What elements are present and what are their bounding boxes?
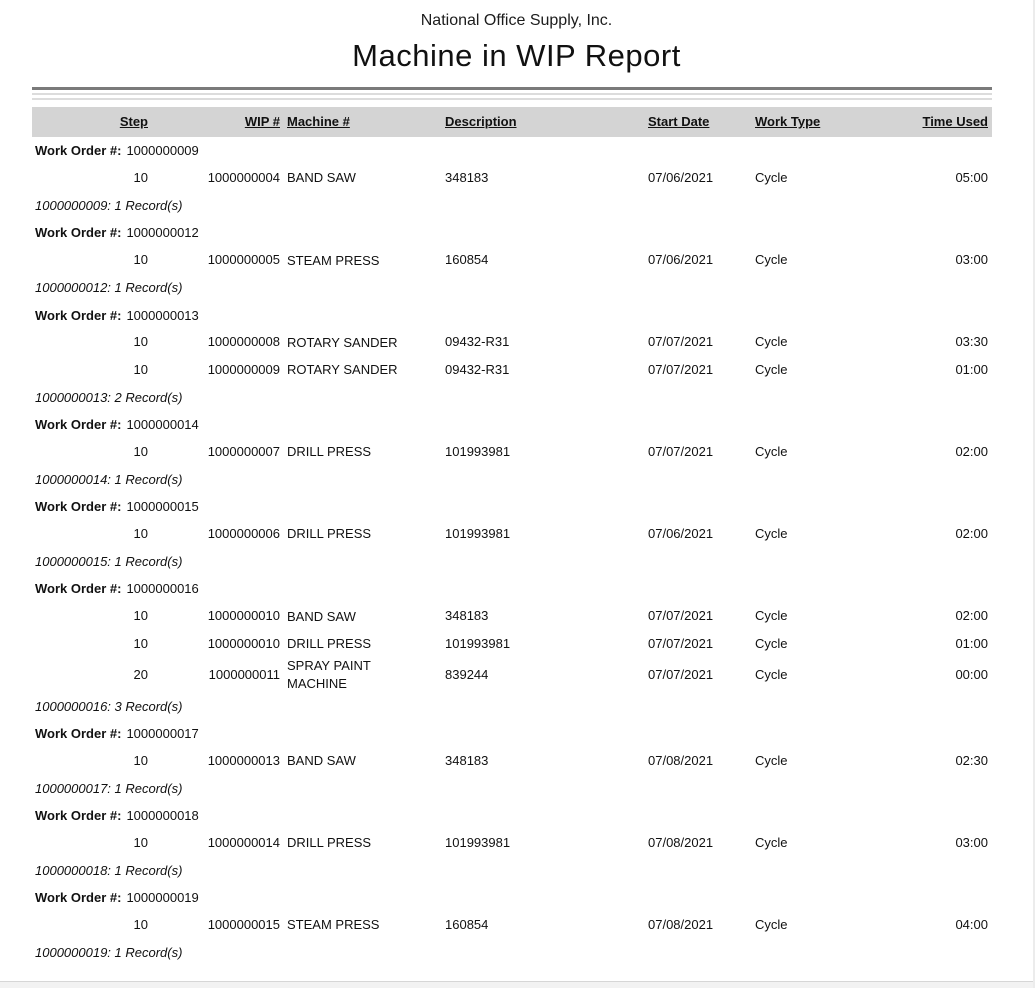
machine-name-text: DRILL PRESS: [287, 835, 372, 851]
cell-step: 10: [133, 917, 148, 933]
cell-description: 101993981: [445, 526, 511, 542]
work-order-label: Work Order #:: [35, 808, 122, 824]
cell-work-type: Cycle: [755, 443, 788, 459]
work-order-label: Work Order #:: [35, 417, 122, 433]
table-row: [32, 164, 992, 191]
cell-description: 09432-R31: [445, 334, 510, 350]
cell-start-date: 07/08/2021: [648, 752, 714, 768]
work-order-label: Work Order #:: [35, 726, 122, 741]
work-order-heading: [32, 575, 992, 602]
work-order-label: Work Order #:: [35, 143, 122, 159]
cell-description: 348183: [445, 608, 489, 624]
cell-work-type: Cycle: [755, 835, 788, 851]
machine-name-text: STEAM PRESS: [287, 252, 380, 268]
cell-description: 101993981: [445, 635, 511, 651]
group-record-count: 1000000018: 1 Record(s): [35, 862, 183, 878]
cell-wip-number: 1000000013: [207, 752, 280, 768]
cell-time-used: 02:00: [955, 526, 988, 542]
cell-start-date: 07/08/2021: [648, 917, 714, 933]
table-row: [32, 657, 992, 692]
cell-step: 10: [133, 361, 148, 377]
group-record-count: 1000000019: 1 Record(s): [35, 945, 183, 961]
column-header-description: Description: [445, 114, 517, 129]
work-order-heading: [32, 493, 992, 520]
machine-name-text: DRILL PRESS: [287, 635, 372, 651]
cell-start-date: 07/06/2021: [648, 526, 714, 542]
machine-name-text: BAND SAW: [287, 608, 356, 624]
column-header-time-used: Time Used: [922, 114, 988, 129]
cell-start-date: 07/07/2021: [648, 608, 714, 624]
work-order-number: 1000000014: [126, 417, 199, 433]
cell-step: 10: [133, 526, 148, 542]
cell-machine-number: [282, 334, 445, 352]
cell-start-date: 07/06/2021: [648, 252, 714, 268]
cell-machine-number: [282, 916, 445, 934]
work-order-label: Work Order #:: [35, 225, 122, 241]
cell-work-type: Cycle: [755, 252, 788, 268]
work-order-number: 1000000009: [126, 143, 199, 159]
work-order-label: Work Order #:: [35, 890, 122, 906]
cell-start-date: 07/07/2021: [648, 443, 714, 459]
work-order-heading: [32, 411, 992, 438]
cell-wip-number: 1000000011: [208, 666, 280, 682]
cell-work-type: Cycle: [755, 752, 788, 768]
cell-description: 160854: [445, 917, 489, 933]
cell-work-type: Cycle: [755, 334, 788, 350]
cell-machine-number: [282, 657, 445, 692]
cell-time-used: 04:00: [955, 917, 988, 933]
cell-description: 348183: [445, 170, 489, 186]
cell-step: 10: [133, 443, 148, 459]
cell-start-date: 07/07/2021: [648, 334, 714, 350]
table-row: [32, 356, 992, 383]
cell-time-used: 03:30: [955, 334, 988, 350]
cell-work-type: Cycle: [755, 526, 788, 542]
table-row: [32, 829, 992, 856]
work-order-heading: [32, 137, 992, 164]
cell-description: 839244: [445, 666, 489, 682]
cell-time-used: 00:00: [955, 666, 988, 682]
machine-name-text: BAND SAW: [287, 170, 356, 186]
cell-description: 09432-R31: [445, 361, 510, 377]
work-order-number: 1000000015: [126, 499, 199, 515]
column-header-work-type: Work Type: [755, 114, 821, 129]
work-order-number: 1000000013: [126, 307, 199, 323]
cell-time-used: 03:00: [955, 252, 988, 268]
work-order-heading: [32, 720, 992, 747]
cell-wip-number: 1000000005: [207, 252, 280, 268]
table-row: [32, 603, 992, 630]
machine-name-text: ROTARY SANDER: [287, 334, 398, 350]
cell-step: 10: [133, 752, 148, 768]
cell-wip-number: 1000000010: [207, 608, 280, 624]
cell-step: 10: [133, 334, 148, 350]
cell-machine-number: [282, 252, 445, 270]
cell-wip-number: 1000000015: [207, 917, 280, 933]
cell-wip-number: 1000000009: [207, 361, 280, 377]
cell-time-used: 05:00: [955, 170, 988, 186]
work-order-heading: [32, 884, 992, 911]
cell-wip-number: 1000000010: [207, 635, 280, 651]
cell-start-date: 07/08/2021: [648, 835, 714, 851]
column-header-machine-number: Machine #: [287, 114, 350, 129]
group-record-count: 1000000014: 1 Record(s): [35, 471, 183, 487]
cell-start-date: 07/07/2021: [648, 635, 714, 651]
cell-time-used: 03:00: [955, 835, 988, 851]
group-record-count: 1000000017: 1 Record(s): [35, 780, 183, 796]
work-order-label: Work Order #:: [35, 581, 122, 597]
work-order-number: 1000000019: [126, 890, 199, 906]
cell-wip-number: 1000000014: [207, 835, 280, 851]
machine-name-text: BAND SAW: [287, 753, 356, 769]
cell-time-used: 01:00: [955, 635, 988, 651]
cell-machine-number: [282, 608, 445, 626]
cell-wip-number: 1000000004: [207, 170, 280, 186]
cell-description: 160854: [445, 252, 489, 268]
cell-machine-number: [282, 635, 445, 653]
cell-wip-number: 1000000008: [207, 334, 280, 350]
cell-step: 10: [133, 252, 148, 268]
cell-start-date: 07/07/2021: [648, 361, 714, 377]
work-order-heading: [32, 802, 992, 829]
table-row: [32, 747, 992, 774]
cell-machine-number: [282, 169, 445, 187]
cell-start-date: 07/07/2021: [648, 666, 714, 682]
cell-wip-number: 1000000006: [207, 526, 280, 542]
report-table-body: [32, 137, 992, 966]
cell-description: 101993981: [445, 835, 511, 851]
work-order-label: Work Order #:: [35, 499, 122, 515]
cell-time-used: 02:30: [955, 752, 988, 768]
cell-work-type: Cycle: [755, 635, 788, 651]
group-record-count: 1000000012: 1 Record(s): [35, 280, 183, 296]
rule-light-2: [32, 98, 992, 100]
work-order-heading: [32, 219, 992, 246]
group-record-count: 1000000016: 3 Record(s): [35, 698, 183, 714]
cell-machine-number: [282, 525, 445, 543]
cell-work-type: Cycle: [755, 666, 788, 682]
cell-machine-number: [282, 443, 445, 461]
column-header-step: Step: [119, 114, 148, 129]
cell-step: 10: [133, 170, 148, 186]
table-row: [32, 247, 992, 274]
cell-description: 348183: [445, 752, 489, 768]
column-header-wip-number: WIP #: [244, 114, 280, 129]
table-row: [32, 912, 992, 939]
group-record-count: 1000000013: 2 Record(s): [35, 389, 183, 405]
footer-band: [0, 981, 1033, 988]
table-header-row: [32, 107, 992, 137]
cell-machine-number: [282, 752, 445, 770]
cell-work-type: Cycle: [755, 917, 788, 933]
company-name: National Office Supply, Inc.: [420, 12, 613, 29]
work-order-number: 1000000017: [126, 726, 199, 741]
cell-step: 20: [133, 666, 148, 682]
column-header-start-date: Start Date: [648, 114, 710, 129]
cell-time-used: 02:00: [955, 443, 988, 459]
group-record-count: 1000000015: 1 Record(s): [35, 554, 183, 570]
cell-start-date: 07/06/2021: [648, 170, 714, 186]
machine-name-text: SPRAY PAINT MACHINE: [287, 658, 371, 691]
table-row: [32, 630, 992, 657]
cell-work-type: Cycle: [755, 361, 788, 377]
machine-name-text: STEAM PRESS: [287, 917, 380, 933]
work-order-heading: [32, 301, 992, 328]
cell-step: 10: [133, 635, 148, 651]
report-title: Machine in WIP Report: [352, 38, 681, 73]
cell-machine-number: [282, 361, 445, 379]
cell-work-type: Cycle: [755, 608, 788, 624]
work-order-number: 1000000012: [126, 225, 199, 241]
cell-work-type: Cycle: [755, 170, 788, 186]
cell-step: 10: [133, 608, 148, 624]
machine-name-text: DRILL PRESS: [287, 526, 372, 542]
cell-time-used: 02:00: [955, 608, 988, 624]
work-order-number: 1000000018: [126, 808, 199, 824]
cell-wip-number: 1000000007: [207, 443, 280, 459]
group-record-count: 1000000009: 1 Record(s): [35, 197, 183, 213]
cell-machine-number: [282, 834, 445, 852]
work-order-number: 1000000016: [126, 581, 199, 597]
table-row: [32, 520, 992, 547]
machine-name-text: DRILL PRESS: [287, 444, 372, 460]
cell-time-used: 01:00: [955, 361, 988, 377]
work-order-label: Work Order #:: [35, 307, 122, 323]
cell-step: 10: [133, 835, 148, 851]
table-row: [32, 438, 992, 465]
table-row: [32, 329, 992, 356]
machine-name-text: ROTARY SANDER: [287, 362, 398, 378]
header-rules: [32, 87, 992, 100]
cell-description: 101993981: [445, 443, 511, 459]
